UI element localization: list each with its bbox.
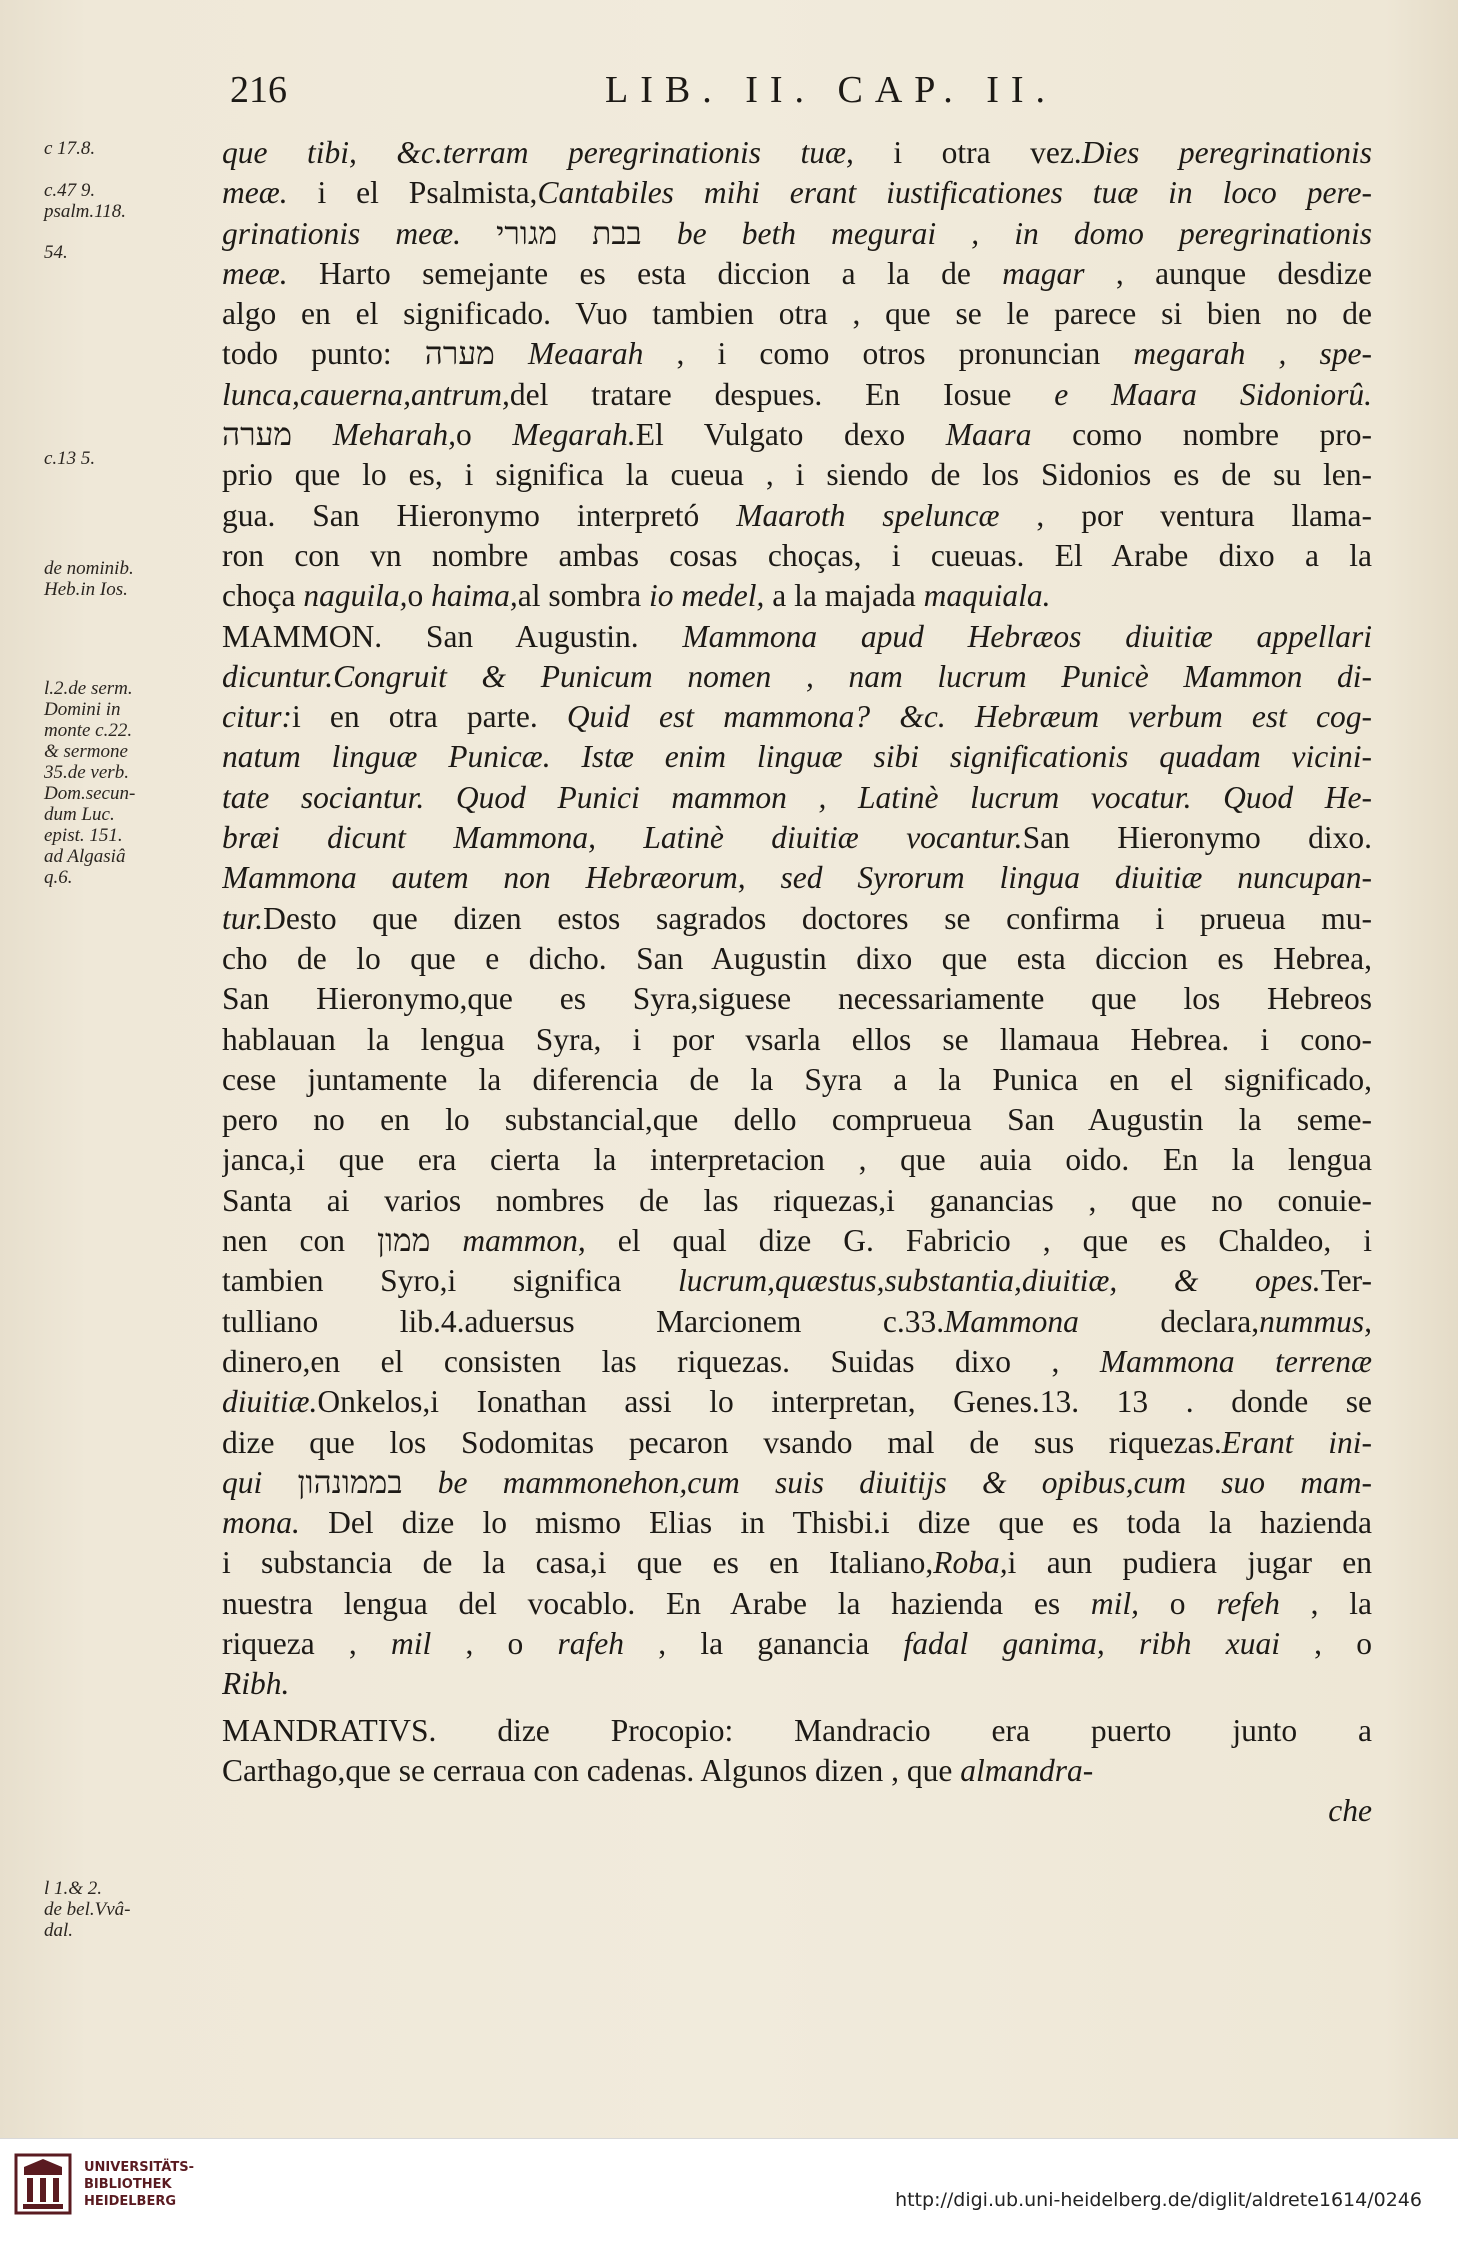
- text-line: [222, 1382, 1372, 1422]
- text-line: [222, 657, 1372, 697]
- university-seal-icon: [14, 2153, 72, 2215]
- text-segment: tate sociantur. Quod Punici mammon , Latinè lucrum vocatur. Quod He-: [222, 779, 1372, 815]
- text-segment: lunca,cauerna,antrum,: [222, 376, 510, 412]
- logo-line: BIBLIOTHEK: [84, 2177, 172, 2192]
- text-segment: declara,: [1160, 1303, 1260, 1339]
- text-segment: i el Psalmista,: [317, 175, 538, 211]
- text-segment: , aunque desdize: [1115, 255, 1372, 291]
- text-line: [222, 979, 1372, 1019]
- text-segment: Ter-: [1320, 1263, 1372, 1299]
- text-line: [222, 697, 1372, 737]
- text-line: [222, 455, 1372, 495]
- page-header: [230, 68, 1370, 124]
- text-line: [222, 1100, 1372, 1140]
- text-segment: i aun pudiera jugar en: [1007, 1545, 1372, 1581]
- margin-note: c.47 9. psalm.118.: [44, 180, 126, 222]
- text-line: [222, 939, 1372, 979]
- text-segment: hablauan la lengua Syra, i por vsarla ellos se llamaua Hebrea. i cono-: [222, 1021, 1372, 1057]
- text-line: [222, 1791, 1372, 1831]
- text-segment: cese juntamente la diferencia de la Syra a la Punica en el significado,: [222, 1061, 1372, 1097]
- text-segment: MAMMON. San Augustin.: [222, 618, 683, 654]
- text-line: [222, 1751, 1372, 1791]
- text-segment: gua. San Hieronymo interpretó: [222, 497, 737, 533]
- text-line: [222, 1342, 1372, 1382]
- text-segment: el qual dize G. Fabricio , que es Chaldeo, i: [617, 1223, 1372, 1259]
- text-segment: mammon,: [462, 1223, 618, 1259]
- text-segment: Mammona autem non Hebræorum, sed Syrorum lingua diuitiæ nuncupan-: [222, 860, 1372, 896]
- text-segment: Maara: [945, 417, 1073, 453]
- text-segment: prio que lo es, i significa la cueua , i siendo de los Sidonios es de su len-: [222, 457, 1372, 493]
- text-segment: naguila,: [303, 578, 408, 614]
- text-line: [222, 576, 1372, 616]
- text-line: [222, 173, 1372, 213]
- text-line: [222, 254, 1372, 294]
- text-segment: qui: [222, 1464, 298, 1500]
- text-line: [222, 737, 1372, 777]
- text-segment: citur:: [222, 699, 292, 735]
- text-segment: algo en el significado. Vuo tambien otra , que se le parece si bien no de: [222, 296, 1372, 332]
- text-line: [222, 899, 1372, 939]
- text-segment: refeh: [1216, 1585, 1311, 1621]
- text-segment: Quid est mammona? &c. Hebræum verbum est cog-: [566, 699, 1372, 735]
- text-line: [222, 334, 1372, 374]
- text-segment: Megarah.: [512, 417, 636, 453]
- text-segment: i en otra parte.: [291, 699, 567, 735]
- text-line: [222, 1664, 1372, 1704]
- text-segment: rafeh: [557, 1625, 659, 1661]
- text-line: [222, 415, 1372, 455]
- text-line: [222, 536, 1372, 576]
- text-segment: todo punto: מערה: [222, 336, 528, 372]
- text-segment: , i como otros pronuncian: [676, 336, 1134, 372]
- source-url[interactable]: http://digi.ub.uni-heidelberg.de/diglit/aldrete1614/0246: [895, 2189, 1422, 2211]
- text-segment: , o: [465, 1625, 558, 1661]
- text-segment: o: [456, 417, 513, 453]
- text-segment: al sombra: [517, 578, 649, 614]
- text-segment: io medel,: [648, 578, 773, 614]
- margin-note: l 1.& 2. de bel.Vvâ- dal.: [44, 1878, 131, 1941]
- text-segment: cho de lo que e dicho. San Augustin dixo que esta diccion es Hebrea,: [222, 940, 1372, 976]
- text-segment: ron con vn nombre ambas cosas choças, i cueuas. El Arabe dixo a la: [222, 537, 1372, 573]
- text-segment: tambien Syro,i significa: [222, 1263, 678, 1299]
- text-segment: Cantabiles mihi erant iustificationes tuæ in loco pere-: [537, 175, 1372, 211]
- text-segment: dize que los Sodomitas pecaron vsando mal de sus riquezas.: [222, 1424, 1222, 1460]
- margin-note: l.2.de serm. Domini in monte c.22. & sermone 35.de verb. Dom.secun- dum Luc. epist. 151. ad Algasiâ q.6.: [44, 678, 136, 888]
- text-line: [222, 1181, 1372, 1221]
- text-segment: , la: [1310, 1585, 1372, 1621]
- text-segment: meæ.: [222, 175, 318, 211]
- text-segment: Harto semejante es esta diccion a la de: [319, 255, 1003, 291]
- text-segment: lucrum,quæstus,substantia,diuitiæ, & opes.: [677, 1263, 1321, 1299]
- text-segment: Roba,: [933, 1545, 1008, 1581]
- margin-notes: [44, 138, 224, 2038]
- text-line: [222, 1543, 1372, 1583]
- text-segment: que tibi, &c.terram peregrinationis tuæ,: [222, 135, 894, 170]
- text-segment: pero no en lo substancial,que dello comprueua San Augustin la seme-: [222, 1102, 1372, 1138]
- text-segment: e Maara Sidoniorû.: [1054, 376, 1372, 412]
- text-segment: che: [1328, 1793, 1372, 1829]
- text-segment: Erant ini-: [1221, 1424, 1372, 1460]
- text-line: [222, 1060, 1372, 1100]
- footer-bar: [0, 2138, 1458, 2243]
- text-line: [222, 1020, 1372, 1060]
- text-segment: del tratare despues. En Iosue: [509, 376, 1055, 412]
- text-segment: o: [1169, 1585, 1217, 1621]
- text-segment: nummus,: [1259, 1303, 1372, 1339]
- text-segment: magar: [1002, 255, 1116, 291]
- text-segment: Santa ai varios nombres de las riquezas,i ganancias , que no conuie-: [222, 1182, 1372, 1218]
- text-segment: Mammona terrenæ: [1099, 1343, 1372, 1379]
- text-line: [222, 214, 1372, 254]
- text-segment: dinero,en el consisten las riquezas. Suidas dixo ,: [222, 1343, 1100, 1379]
- text-line: [222, 1423, 1372, 1463]
- text-segment: , por ventura llama-: [1036, 497, 1372, 533]
- text-segment: maquiala.: [923, 578, 1051, 614]
- text-segment: haima,: [431, 578, 518, 614]
- margin-note: c.13 5.: [44, 448, 96, 469]
- library-logo-text: [84, 2159, 194, 2210]
- text-segment: El Vulgato dexo: [635, 417, 946, 453]
- text-segment: tur.: [222, 900, 264, 936]
- text-segment: mil: [391, 1625, 466, 1661]
- text-line: [222, 1711, 1372, 1751]
- body-text: [222, 133, 1372, 1831]
- text-segment: Onkelos,i Ionathan assi lo interpretan, Genes.13. 13 . donde se: [317, 1384, 1372, 1420]
- text-line: [222, 133, 1372, 173]
- text-line: [222, 496, 1372, 536]
- text-segment: natum linguæ Punicæ. Istæ enim linguæ sibi significationis quadam vicini-: [222, 739, 1372, 775]
- text-segment: Mammona apud Hebræos diuitiæ appellari: [682, 618, 1372, 654]
- text-line: [222, 617, 1372, 657]
- text-segment: como nombre pro-: [1072, 417, 1372, 453]
- text-line: [222, 818, 1372, 858]
- text-segment: nuestra lengua del vocablo. En Arabe la hazienda es: [222, 1585, 1091, 1621]
- text-segment: tulliano lib.4.aduersus Marcionem c.33.: [222, 1303, 945, 1339]
- text-line: [222, 375, 1372, 415]
- text-segment: almandra-: [960, 1752, 1094, 1788]
- text-segment: , o: [1314, 1625, 1372, 1661]
- logo-line: UNIVERSITÄTS-: [84, 2160, 194, 2175]
- text-segment: , la ganancia: [658, 1625, 904, 1661]
- text-segment: mil,: [1090, 1585, 1170, 1621]
- running-title: LIB. II. CAP. II.: [605, 69, 1058, 111]
- text-segment: janca,i que era cierta la interpretacion , que auia oido. En la lengua: [222, 1142, 1372, 1178]
- text-line: [222, 1302, 1372, 1342]
- text-segment: בממונהון: [297, 1464, 438, 1500]
- text-line: [222, 778, 1372, 818]
- text-segment: Carthago,que se cerraua con cadenas. Algunos dizen , que: [222, 1752, 961, 1788]
- text-segment: Meharah,: [332, 417, 457, 453]
- text-segment: dicuntur.Congruit & Punicum nomen , nam lucrum Punicè Mammon di-: [222, 658, 1372, 694]
- text-segment: i otra vez.: [893, 135, 1082, 170]
- text-line: [222, 1503, 1372, 1543]
- text-segment: megarah , spe-: [1133, 336, 1372, 372]
- text-segment: Desto que dizen estos sagrados doctores se confirma i prueua mu-: [263, 900, 1372, 936]
- text-segment: meæ.: [222, 255, 320, 291]
- text-segment: Dies peregrinationis: [1081, 135, 1372, 170]
- text-line: [222, 294, 1372, 334]
- text-segment: Maaroth speluncæ: [736, 497, 1037, 533]
- text-segment: nen con ממון: [222, 1223, 463, 1259]
- logo-line: HEIDELBERG: [84, 2194, 177, 2209]
- text-segment: San Hieronymo,que es Syra,siguese necessariamente que los Hebreos: [222, 981, 1372, 1017]
- margin-note: 54.: [44, 242, 68, 263]
- text-line: [222, 858, 1372, 898]
- text-segment: a la majada: [772, 578, 924, 614]
- text-segment: מערה: [222, 417, 333, 453]
- text-line: [222, 1584, 1372, 1624]
- text-line: [222, 1261, 1372, 1301]
- text-line: [222, 1140, 1372, 1180]
- text-segment: diuitiæ.: [222, 1384, 318, 1420]
- text-line: [222, 1624, 1372, 1664]
- text-segment: bræi dicunt Mammona, Latinè diuitiæ vocantur.: [222, 820, 1023, 856]
- text-segment: i substancia de la casa,i que es en Italiano,: [222, 1545, 934, 1581]
- text-segment: grinationis meæ.: [222, 215, 497, 251]
- text-line: [222, 1463, 1372, 1503]
- text-segment: o: [407, 578, 432, 614]
- text-segment: Ribh.: [222, 1666, 290, 1702]
- text-segment: fadal ganima, ribh xuai: [903, 1625, 1315, 1661]
- text-segment: Del dize lo mismo Elias in Thisbi.i dize que es toda la hazienda: [328, 1505, 1372, 1541]
- text-segment: Mammona: [944, 1303, 1161, 1339]
- text-segment: San Hieronymo dixo.: [1022, 820, 1372, 856]
- text-segment: be mammonehon,cum suis diuitijs & opibus,cum suo mam-: [437, 1464, 1372, 1500]
- text-segment: mona.: [222, 1505, 329, 1541]
- text-line: [222, 1221, 1372, 1261]
- text-segment: בבת מגורי: [496, 215, 677, 251]
- text-segment: be beth megurai , in domo peregrinationis: [676, 215, 1372, 251]
- text-segment: Meaarah: [527, 336, 677, 372]
- margin-note: c 17.8.: [44, 138, 96, 159]
- text-segment: MANDRATIVS. dize Procopio: Mandracio era puerto junto a: [222, 1712, 1372, 1748]
- page-number: 216: [230, 69, 287, 111]
- text-segment: riqueza ,: [222, 1625, 391, 1661]
- margin-note: de nominib. Heb.in Ios.: [44, 558, 134, 600]
- text-segment: choça: [222, 578, 304, 614]
